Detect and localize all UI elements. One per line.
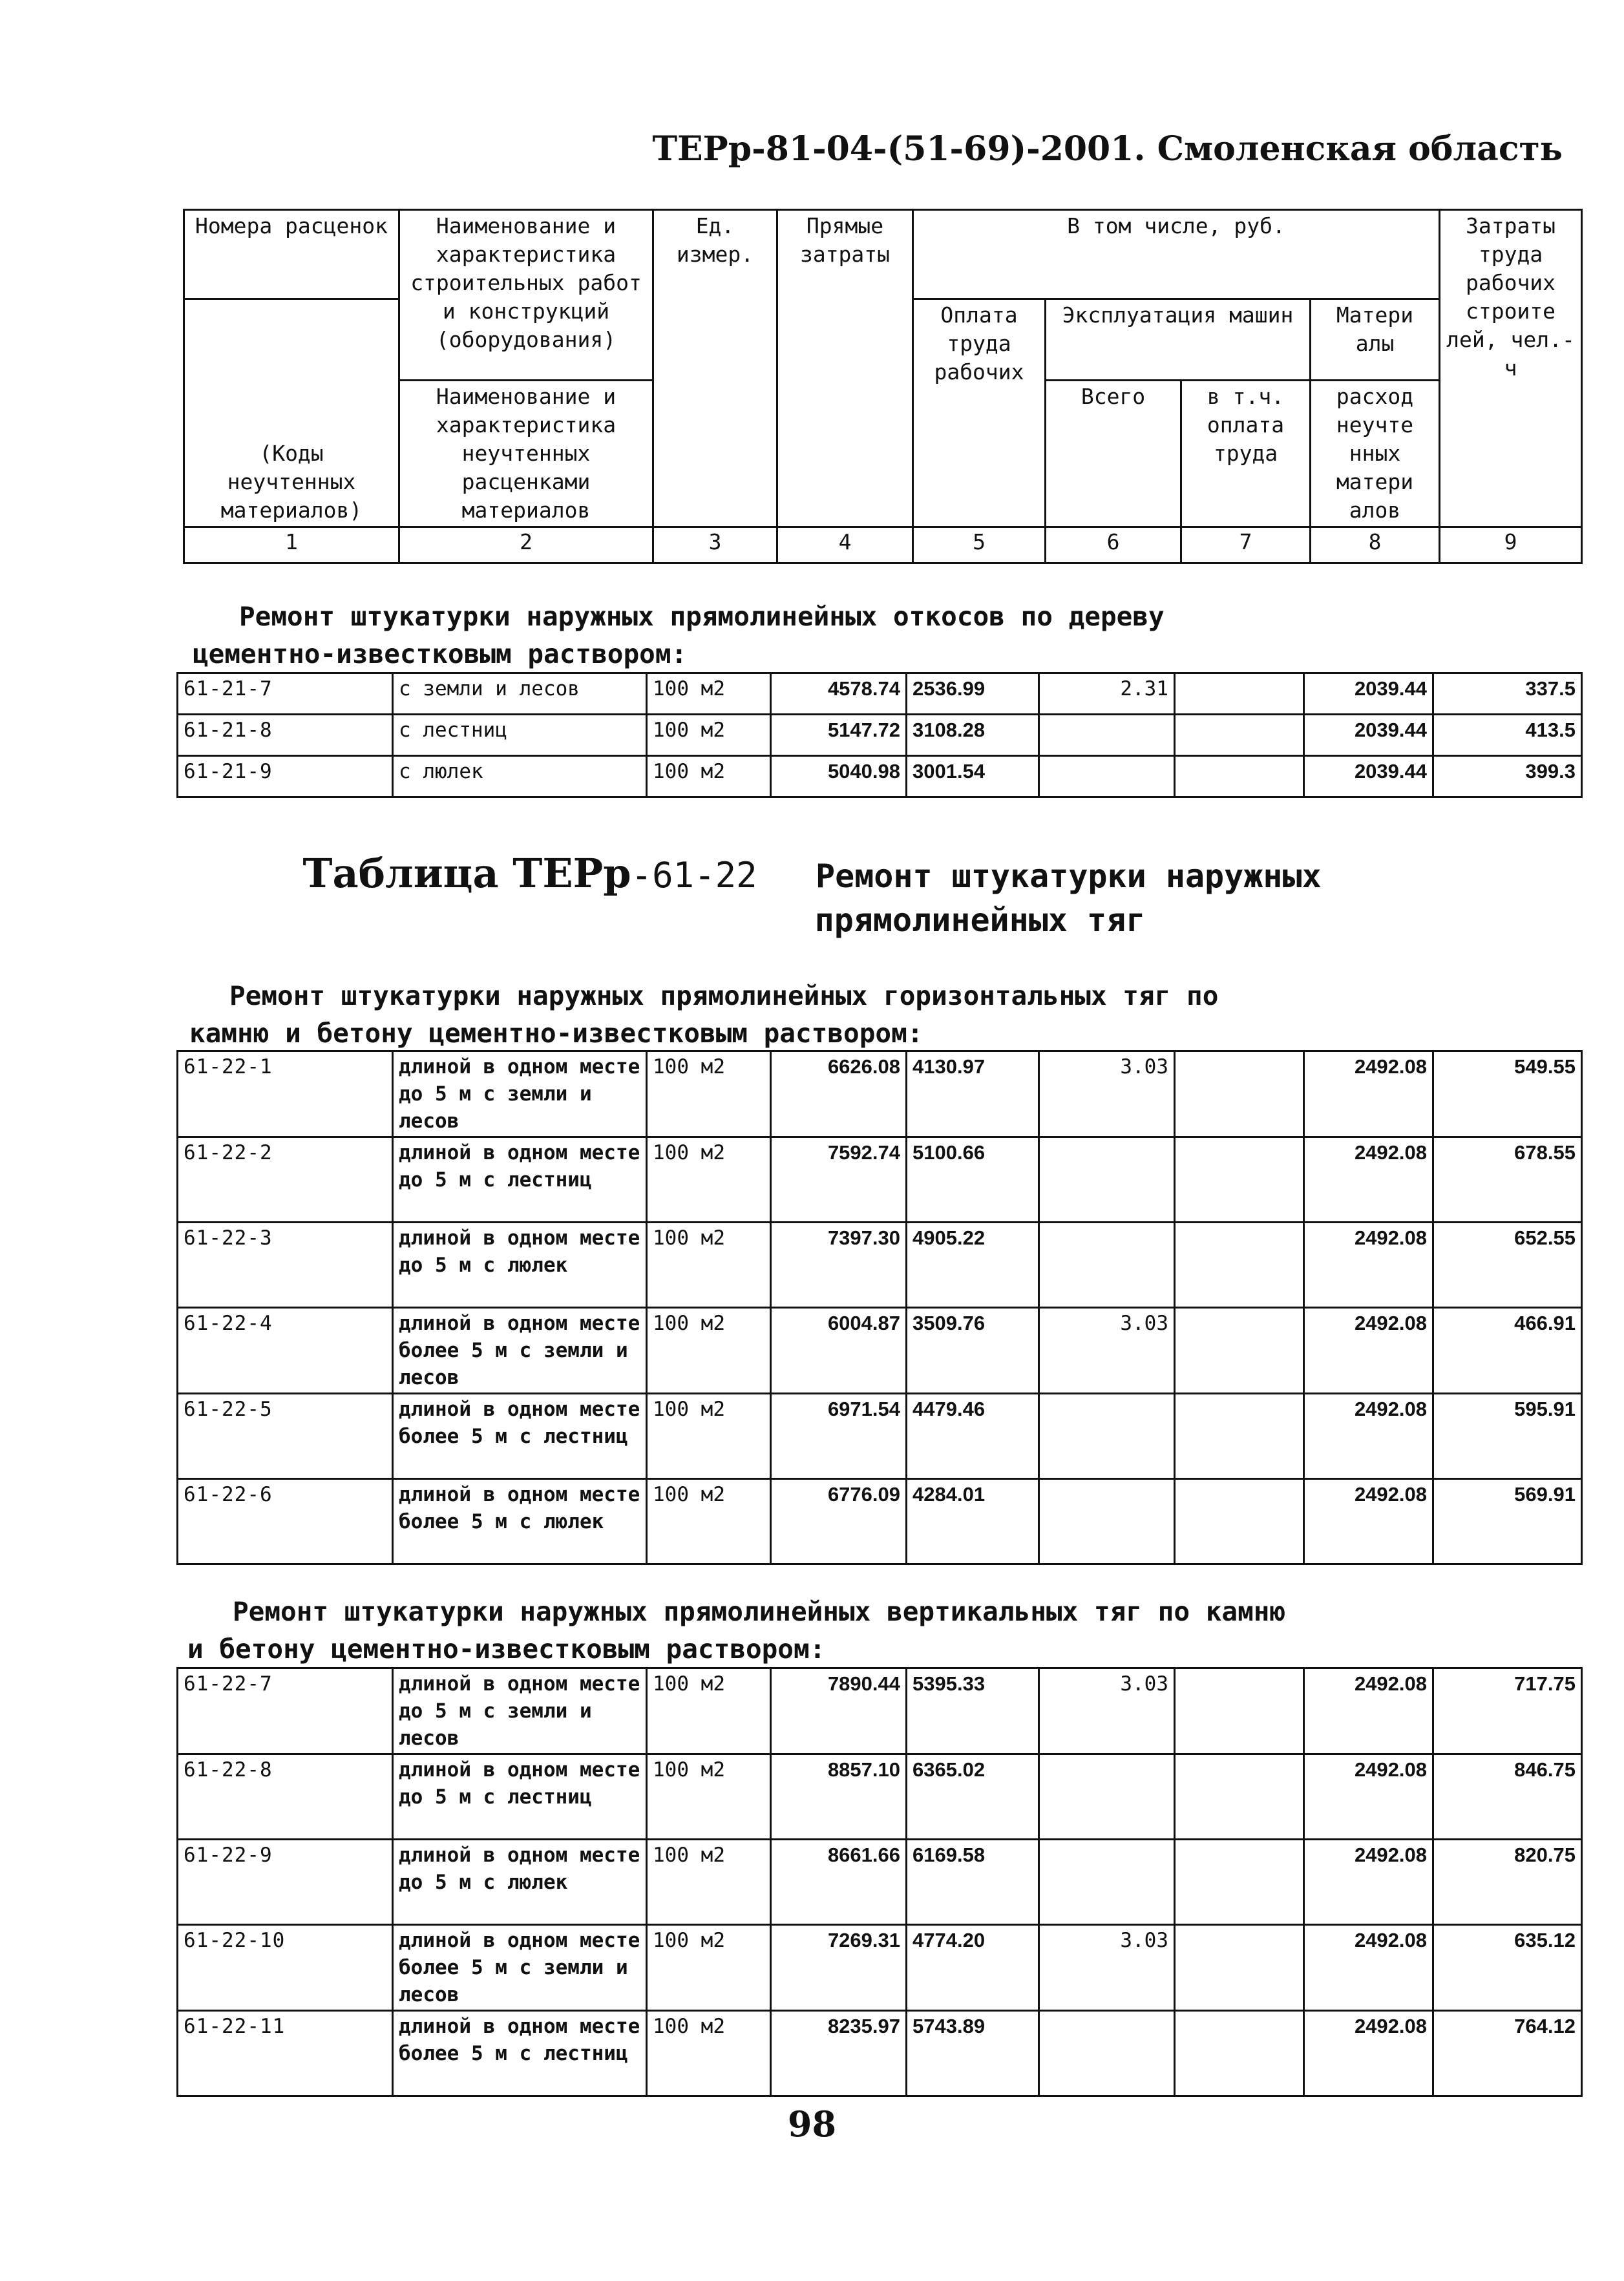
labor-pay: 6365.02	[907, 1754, 1039, 1840]
work-description: длиной в одном месте более 5 м с лестниц	[393, 2011, 647, 2096]
header-labor-cost: Затраты труда рабочих строите лей, чел.-ч	[1440, 210, 1582, 527]
machines-total: 3.03	[1039, 1308, 1175, 1394]
machines-total	[1039, 1840, 1175, 1925]
machines-labor-pay	[1175, 1223, 1304, 1308]
header-code-sub: (Коды неучтенных материалов)	[184, 299, 399, 527]
header-unit: Ед. измер.	[653, 210, 777, 527]
labor-cost: 764.12	[1433, 2011, 1582, 2096]
materials-cost: 2492.08	[1304, 1668, 1433, 1754]
labor-cost: 413.5	[1433, 715, 1582, 756]
section-title-line: цементно-известковым раствором:	[193, 638, 688, 669]
column-number: 7	[1181, 527, 1311, 563]
table-title-number: -61-22	[631, 855, 757, 896]
page-number: 98	[787, 2103, 837, 2145]
materials-cost: 2492.08	[1304, 1223, 1433, 1308]
table-title	[0, 852, 1624, 942]
labor-pay: 4284.01	[907, 1479, 1039, 1564]
unit: 100 м2	[647, 1840, 771, 1925]
materials-cost: 2492.08	[1304, 1925, 1433, 2011]
materials-cost: 2492.08	[1304, 1137, 1433, 1223]
materials-cost: 2492.08	[1304, 1479, 1433, 1564]
materials-cost: 2039.44	[1304, 756, 1433, 797]
table-row	[178, 715, 1582, 756]
header-code-title: Номера расценок	[184, 210, 399, 299]
labor-pay: 4130.97	[907, 1051, 1039, 1137]
labor-cost: 678.55	[1433, 1137, 1582, 1223]
materials-cost: 2492.08	[1304, 1394, 1433, 1479]
unit: 100 м2	[647, 1925, 771, 2011]
unit: 100 м2	[647, 673, 771, 715]
direct-cost: 7269.31	[771, 1925, 907, 2011]
labor-cost: 399.3	[1433, 756, 1582, 797]
table-row	[178, 1308, 1582, 1394]
materials-cost: 2492.08	[1304, 1308, 1433, 1394]
machines-labor-pay	[1175, 1754, 1304, 1840]
table-title-name: Ремонт штукатурки наружных	[816, 857, 1322, 895]
section-title-line: Ремонт штукатурки наружных прямолинейных горизонтальных тяг по	[229, 980, 1219, 1011]
labor-cost: 635.12	[1433, 1925, 1582, 2011]
header-machines-labor: в т.ч. оплата труда	[1181, 381, 1311, 527]
header-machines-total: Всего	[1046, 381, 1181, 527]
work-description: длиной в одном месте до 5 м с лестниц	[393, 1754, 647, 1840]
table-row	[178, 1051, 1582, 1137]
rate-code: 61-22-11	[178, 2011, 393, 2096]
table-row	[178, 1137, 1582, 1223]
table-title-label: Таблица ТЕРр	[302, 850, 631, 897]
direct-cost: 5147.72	[771, 715, 907, 756]
machines-total	[1039, 1754, 1175, 1840]
labor-cost: 652.55	[1433, 1223, 1582, 1308]
rate-code: 61-22-10	[178, 1925, 393, 2011]
unit: 100 м2	[647, 756, 771, 797]
rates-table	[176, 1050, 1583, 1565]
section-title	[193, 598, 1165, 673]
work-description: с лестниц	[393, 715, 647, 756]
rate-code: 61-22-1	[178, 1051, 393, 1137]
table-row	[178, 756, 1582, 797]
section-title	[187, 1593, 1286, 1668]
labor-pay: 5395.33	[907, 1668, 1039, 1754]
direct-cost: 6971.54	[771, 1394, 907, 1479]
machines-labor-pay	[1175, 673, 1304, 715]
labor-pay: 4774.20	[907, 1925, 1039, 2011]
work-description: с люлек	[393, 756, 647, 797]
work-description: длиной в одном месте до 5 м с люлек	[393, 1840, 647, 1925]
section-title	[189, 977, 1219, 1052]
work-description: длиной в одном месте более 5 м с лестниц	[393, 1394, 647, 1479]
machines-total: 3.03	[1039, 1925, 1175, 2011]
labor-pay: 4905.22	[907, 1223, 1039, 1308]
running-header: ТЕРр-81-04-(51-69)-2001. Смоленская область	[652, 129, 1563, 169]
table-row	[178, 1925, 1582, 2011]
materials-cost: 2039.44	[1304, 673, 1433, 715]
rate-code: 61-21-9	[178, 756, 393, 797]
machines-labor-pay	[1175, 1925, 1304, 2011]
unit: 100 м2	[647, 715, 771, 756]
rate-code: 61-22-7	[178, 1668, 393, 1754]
machines-total	[1039, 1479, 1175, 1564]
machines-total	[1039, 1137, 1175, 1223]
table-row	[178, 1394, 1582, 1479]
section-title-line: камню и бетону цементно-известковым раствором:	[189, 1018, 923, 1049]
rate-code: 61-22-5	[178, 1394, 393, 1479]
rates-table	[176, 1667, 1583, 2097]
unit: 100 м2	[647, 1394, 771, 1479]
table-row	[178, 2011, 1582, 2096]
labor-cost: 820.75	[1433, 1840, 1582, 1925]
labor-cost: 595.91	[1433, 1394, 1582, 1479]
work-description: длиной в одном месте до 5 м с земли и лесов	[393, 1668, 647, 1754]
machines-labor-pay	[1175, 715, 1304, 756]
table-row	[178, 1668, 1582, 1754]
rates-table	[176, 672, 1583, 798]
direct-cost: 4578.74	[771, 673, 907, 715]
machines-total: 3.03	[1039, 1051, 1175, 1137]
direct-cost: 7890.44	[771, 1668, 907, 1754]
column-number: 9	[1440, 527, 1582, 563]
work-description: длиной в одном месте более 5 м с земли и лесов	[393, 1925, 647, 2011]
machines-total: 3.03	[1039, 1668, 1175, 1754]
table-row	[178, 1223, 1582, 1308]
direct-cost: 8235.97	[771, 2011, 907, 2096]
header-labor-pay: Оплата труда рабочих	[913, 299, 1046, 527]
materials-cost: 2039.44	[1304, 715, 1433, 756]
rate-code: 61-22-3	[178, 1223, 393, 1308]
unit: 100 м2	[647, 1137, 771, 1223]
rate-code: 61-22-4	[178, 1308, 393, 1394]
table-row	[178, 1754, 1582, 1840]
work-description: длиной в одном месте до 5 м с лестниц	[393, 1137, 647, 1223]
work-description: длиной в одном месте до 5 м с земли и лесов	[393, 1051, 647, 1137]
rate-code: 61-21-8	[178, 715, 393, 756]
column-number: 8	[1311, 527, 1440, 563]
direct-cost: 7592.74	[771, 1137, 907, 1223]
column-header-table	[183, 209, 1583, 564]
table-title-name: прямолинейных тяг	[814, 901, 1146, 939]
machines-labor-pay	[1175, 1479, 1304, 1564]
direct-cost: 8661.66	[771, 1840, 907, 1925]
labor-pay: 4479.46	[907, 1394, 1039, 1479]
machines-total	[1039, 2011, 1175, 2096]
section-title-line: Ремонт штукатурки наружных прямолинейных вертикальных тяг по камню	[233, 1596, 1286, 1627]
header-name-sub: Наименование и характеристика неучтенных расценками материалов	[399, 381, 653, 527]
direct-cost: 5040.98	[771, 756, 907, 797]
materials-cost: 2492.08	[1304, 1051, 1433, 1137]
unit: 100 м2	[647, 1308, 771, 1394]
column-number: 1	[184, 527, 399, 563]
column-number: 3	[653, 527, 777, 563]
labor-pay: 5743.89	[907, 2011, 1039, 2096]
section-title-line: и бетону цементно-известковым раствором:	[187, 1634, 826, 1665]
direct-cost: 8857.10	[771, 1754, 907, 1840]
labor-cost: 549.55	[1433, 1051, 1582, 1137]
rate-code: 61-22-2	[178, 1137, 393, 1223]
materials-cost: 2492.08	[1304, 1840, 1433, 1925]
rate-code: 61-22-9	[178, 1840, 393, 1925]
labor-cost: 846.75	[1433, 1754, 1582, 1840]
section-title-line: Ремонт штукатурки наружных прямолинейных откосов по дереву	[239, 601, 1165, 632]
labor-cost: 337.5	[1433, 673, 1582, 715]
labor-pay: 3108.28	[907, 715, 1039, 756]
unit: 100 м2	[647, 1668, 771, 1754]
labor-cost: 466.91	[1433, 1308, 1582, 1394]
table-row	[178, 673, 1582, 715]
machines-total	[1039, 1394, 1175, 1479]
machines-labor-pay	[1175, 1308, 1304, 1394]
column-number: 2	[399, 527, 653, 563]
materials-cost: 2492.08	[1304, 2011, 1433, 2096]
unit: 100 м2	[647, 1051, 771, 1137]
rate-code: 61-22-8	[178, 1754, 393, 1840]
unit: 100 м2	[647, 1223, 771, 1308]
machines-labor-pay	[1175, 756, 1304, 797]
unit: 100 м2	[647, 1479, 771, 1564]
direct-cost: 7397.30	[771, 1223, 907, 1308]
header-direct: Прямые затраты	[777, 210, 913, 527]
rate-code: 61-21-7	[178, 673, 393, 715]
labor-cost: 717.75	[1433, 1668, 1582, 1754]
rate-code: 61-22-6	[178, 1479, 393, 1564]
materials-cost: 2492.08	[1304, 1754, 1433, 1840]
labor-pay: 5100.66	[907, 1137, 1039, 1223]
direct-cost: 6776.09	[771, 1479, 907, 1564]
column-number: 5	[913, 527, 1046, 563]
machines-labor-pay	[1175, 1840, 1304, 1925]
machines-total	[1039, 1223, 1175, 1308]
labor-pay: 3001.54	[907, 756, 1039, 797]
work-description: длиной в одном месте более 5 м с земли и лесов	[393, 1308, 647, 1394]
direct-cost: 6626.08	[771, 1051, 907, 1137]
table-row	[178, 1479, 1582, 1564]
machines-total	[1039, 756, 1175, 797]
machines-labor-pay	[1175, 1394, 1304, 1479]
column-number: 4	[777, 527, 913, 563]
header-machines: Эксплуатация машин	[1046, 299, 1311, 381]
header-materials-sub: расход неучте нных матери алов	[1311, 381, 1440, 527]
labor-pay: 6169.58	[907, 1840, 1039, 1925]
labor-pay: 2536.99	[907, 673, 1039, 715]
machines-total	[1039, 715, 1175, 756]
work-description: с земли и лесов	[393, 673, 647, 715]
column-number: 6	[1046, 527, 1181, 563]
header-incl: В том числе, руб.	[913, 210, 1440, 299]
unit: 100 м2	[647, 1754, 771, 1840]
unit: 100 м2	[647, 2011, 771, 2096]
work-description: длиной в одном месте более 5 м с люлек	[393, 1479, 647, 1564]
machines-labor-pay	[1175, 2011, 1304, 2096]
machines-labor-pay	[1175, 1668, 1304, 1754]
labor-cost: 569.91	[1433, 1479, 1582, 1564]
machines-labor-pay	[1175, 1137, 1304, 1223]
machines-labor-pay	[1175, 1051, 1304, 1137]
table-row	[178, 1840, 1582, 1925]
machines-total: 2.31	[1039, 673, 1175, 715]
header-name-title: Наименование и характеристика строительных работ и конструкций (оборудования)	[399, 210, 653, 381]
labor-pay: 3509.76	[907, 1308, 1039, 1394]
work-description: длиной в одном месте до 5 м с люлек	[393, 1223, 647, 1308]
direct-cost: 6004.87	[771, 1308, 907, 1394]
header-materials: Матери алы	[1311, 299, 1440, 381]
